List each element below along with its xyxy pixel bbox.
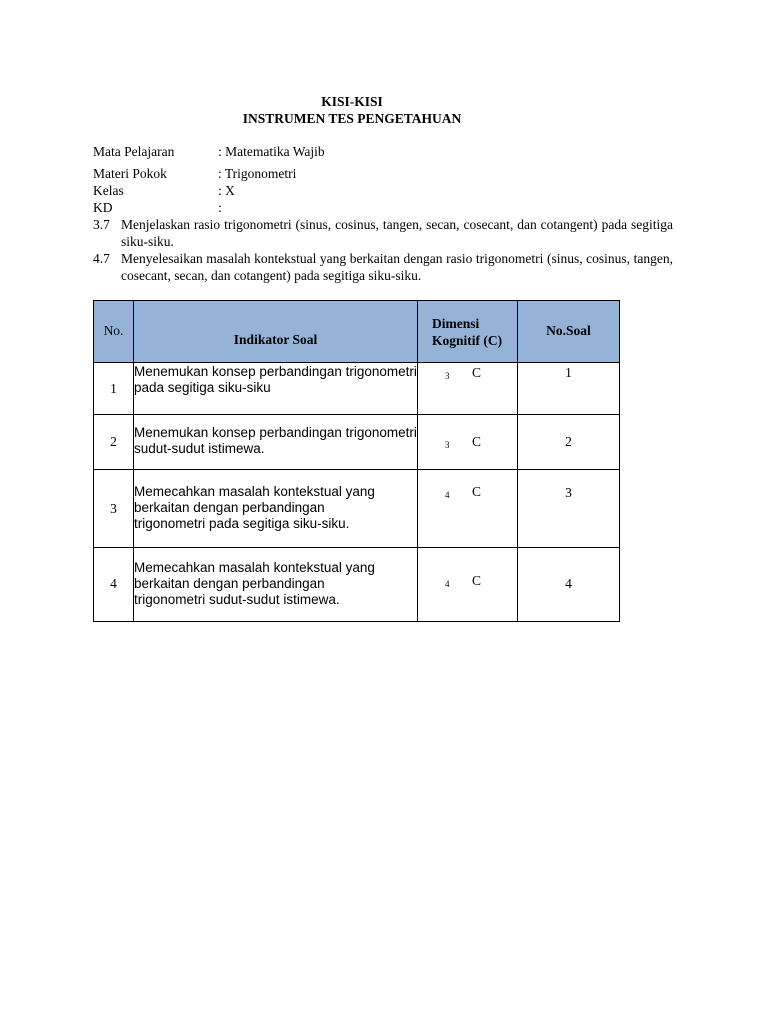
dimensi-cell: C $_4$	[418, 548, 518, 622]
indikator-cell: Memecahkan masalah kontekstual yang berkaitan dengan perbandingan trigonometri pada segitiga siku-siku.	[134, 470, 418, 548]
kisi-kisi-table	[93, 300, 620, 622]
no-soal-cell: 2	[518, 415, 620, 470]
no-soal-cell: 4	[518, 548, 620, 622]
info-value: : Matematika Wajib	[218, 144, 325, 159]
table-row	[94, 415, 620, 470]
table-row	[94, 363, 620, 415]
table-header-row	[94, 301, 620, 363]
header-no-soal: No.Soal	[518, 301, 620, 363]
info-label: Materi Pokok	[93, 166, 167, 181]
row-number-cell: 2	[94, 415, 134, 470]
row-number-cell: 1	[94, 363, 134, 415]
document-subtitle: INSTRUMEN TES PENGETAHUAN	[242, 111, 462, 126]
info-value: : X	[218, 183, 235, 198]
no-soal-cell: 3	[518, 470, 620, 548]
table-row	[94, 470, 620, 548]
header-indikator-soal: Indikator Soal	[134, 301, 418, 363]
info-label: Mata Pelajaran	[93, 144, 175, 159]
info-value: : Trigonometri	[218, 166, 297, 181]
kd-item-4-7	[93, 250, 673, 284]
kd-number: 3.7	[93, 217, 110, 232]
indikator-cell: Memecahkan masalah kontekstual yang berkaitan dengan perbandingan trigonometri sudut-sudut istimewa.	[134, 548, 418, 622]
dimensi-cell: C $_3$	[418, 363, 518, 415]
kd-text: Menyelesaikan masalah kontekstual yang berkaitan dengan rasio trigonometri (sinus, cosinus, tangen, cosecant, secan, dan cotangent) pada segitiga siku-siku.	[121, 251, 673, 283]
info-value: :	[218, 200, 222, 215]
kd-item-3-7	[93, 216, 673, 250]
indikator-cell: Menemukan konsep perbandingan trigonometri pada segitiga siku-siku	[134, 363, 418, 415]
row-number-cell: 4	[94, 548, 134, 622]
dimensi-cell: C $_3$	[418, 415, 518, 470]
document-title: KISI-KISI	[321, 94, 383, 109]
row-number-cell: 3	[94, 470, 134, 548]
dimensi-cell: C $_4$	[418, 470, 518, 548]
table-row	[94, 548, 620, 622]
header-dimensi-kognitif: Dimensi Kognitif (C)	[418, 301, 518, 363]
kd-number: 4.7	[93, 251, 110, 266]
indikator-cell: Menemukan konsep perbandingan trigonometri sudut-sudut istimewa.	[134, 415, 418, 470]
no-soal-cell: 1	[518, 363, 620, 415]
info-label: KD	[93, 200, 113, 215]
info-label: Kelas	[93, 183, 124, 198]
header-no: No.	[94, 301, 134, 363]
kd-text: Menjelaskan rasio trigonometri (sinus, cosinus, tangen, secan, cosecant, dan cotangent) pada segitiga siku-siku.	[121, 217, 673, 249]
